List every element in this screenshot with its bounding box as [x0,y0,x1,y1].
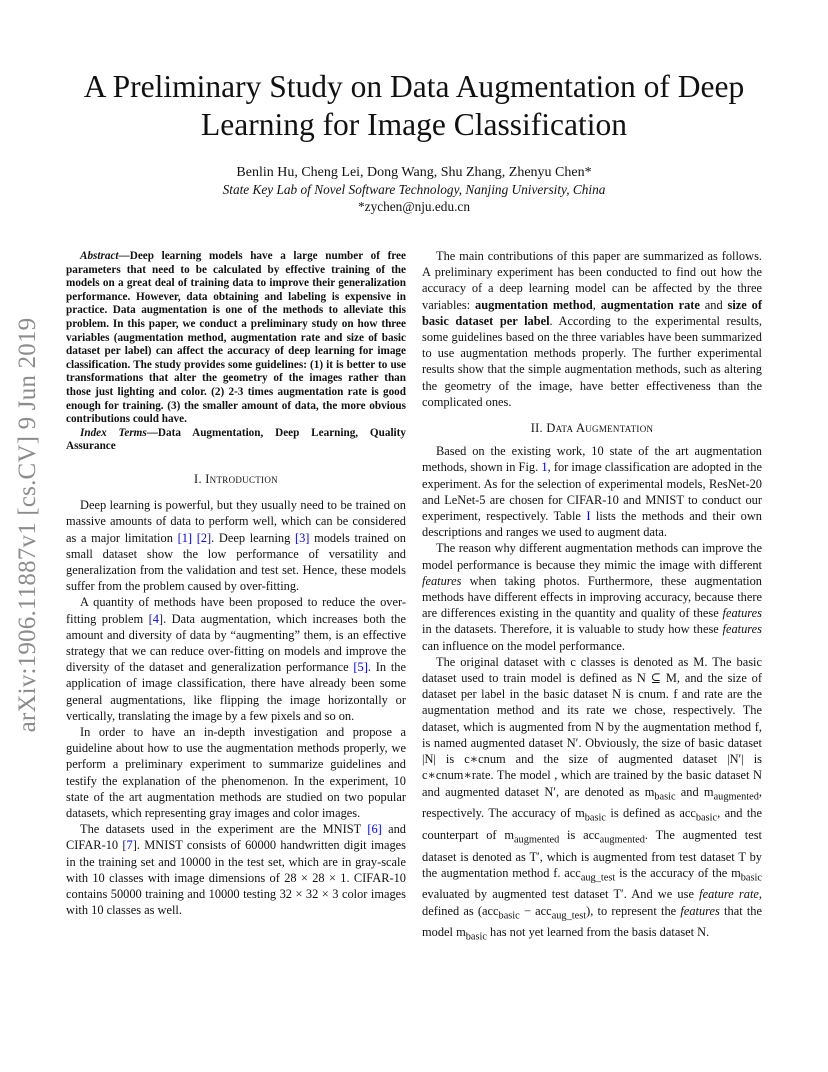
italic-term: features [680,903,720,918]
text-run: The original dataset with c classes is denoted as M. The basic dataset used to train model is defined as N ⊆ M, and the size of dataset per label in the basic dataset N is cnum. f and rate are the augmentation method and its rate we chose, respectively. The dataset, which is augmented from N by the augmentation method f, is named augmented dataset N′. Obviously, the size of basic dataset |N| is c∗cnum and the size of augmented dataset |N′| is c∗cnum∗rate. The model , which are trained by the basic dataset N and augmented dataset N′, are denoted as m [422,654,762,799]
abstract-label: Abstract [80,250,119,262]
citation-link[interactable]: [4] [148,611,164,626]
text-run: and m [675,784,714,799]
italic-term: features [722,606,762,621]
text-run: The main contributions of this paper are summarized as follows. A preliminary experiment has been conducted to find out how the accuracy of a deep learning model can be affected by the three variables: [422,249,762,312]
subscript: aug_test [580,872,616,884]
italic-term: features [422,573,462,588]
citation-link[interactable]: [3] [294,530,310,545]
abstract [66,250,406,427]
text-run: . MNIST consists of 60000 handwritten digit images in the training set and 10000 in the test set, which are in gray-scale with 10 classes with image dimensions of 28 × 28 × 1. CIFAR-10 contains 50000 training and 10000 testing 32 × 32 × 3 color images with 10 classes as well. [66,838,406,918]
text-run: has not yet learned from the basis dataset N. [486,925,710,940]
text-run: lists the methods and their own descriptions and ranges we used to augment data. [422,509,762,540]
text-run: is acc [559,827,600,842]
index-terms-text: —Data Augmentation, Deep Learning, Quality Assurance [66,426,406,453]
arxiv-id-text: arXiv:1906.11887v1 [cs.CV] 9 Jun 2019 [14,317,41,733]
augmentation-paragraph-3 [422,654,762,946]
intro-paragraph-1 [66,497,406,594]
italic-term: feature rate [699,887,759,902]
text-run: can influence on the model performance. [422,638,625,653]
text-run: is the accuracy of the m [615,865,741,880]
section-heading-introduction: I. Introduction [194,471,278,486]
citation-link[interactable]: [2] [196,530,212,545]
text-run: evaluated by augmented test dataset T′. And we use [422,887,700,902]
subscript: aug_test [551,910,587,922]
subscript: augmented [599,834,645,846]
citation-link[interactable]: [5] [353,660,368,675]
subscript: augmented [713,790,759,802]
text-run: . In the application of image classification, there have already been some general augmentations, like flipping the image horizontally or vertically, translating the image by a few pixels and so on. [66,660,406,723]
bold-term: size of basic dataset per label [422,297,762,328]
text-run: is defined as acc [606,806,696,821]
augmentation-paragraph-1 [422,443,762,540]
subscript: augmented [513,834,560,846]
text-run: − acc [519,903,552,918]
text-run: , for image classification are adopted in the experiment. As for the selection of experimental models, ResNet-20 and LeNet-5 are chosen for CIFAR-10 and MNIST to conduct our experiment, respectively. Table [422,460,762,524]
affiliation: State Key Lab of Novel Software Technology, Nanjing University, China [222,182,606,197]
right-column [422,248,762,946]
text-run: when taking photos. Furthermore, these augmentation methods have different effects in improving accuracy, because there are differences existing in the quantity and quality of these [422,573,762,621]
text-run: models trained on small dataset show the low performance of versatility and generalization from the validation and test set. Hence, these models suffer from the problem caused by over-fitting. [66,530,406,594]
text-run: and [699,297,728,312]
abstract-text: —Deep learning models have a large number of free parameters that need to be calculated by effective training of the models on a great deal of training data to improve their generalization performance. However, data obtaining and labeling is expensive in practice. Data augmentation is one of the methods to alleviate this problem. In this paper, we conduct a preliminary study on how three variables (augmentation method, augmentation rate and size of basic dataset per label) can affect the accuracy of deep learning for image classification. The study provides some guidelines: (1) it is better to use transformations that alter the geometry of the images rather than those just lighting and color. (2) 2-3 times augmentation rate is good enough for training. (3) the smaller amount of data, the more obvious contributions could have. [66,250,406,426]
bold-term: augmentation rate [600,297,700,312]
text-run: . The augmented test dataset is denoted as T′, which is augmented from test dataset T by the augmentation method f. acc [422,827,762,880]
subscript: basic [465,931,487,943]
citation-link[interactable]: [6] [367,822,382,837]
intro-paragraph-3: In order to have an in-depth investigation and propose a guideline about how to use the augmentation methods properly, we perform a preliminary experiment to summarize guidelines and testify the explanation of the phenomenon. In the experiment, 10 state of the art augmentation methods are studied on two popular datasets, which representing gray images and color images. [66,724,406,820]
bold-term: augmentation method [475,297,593,312]
author-list: Benlin Hu, Cheng Lei, Dong Wang, Shu Zhang, Zhenyu Chen* [236,165,592,180]
text-run: The datasets used in the experiment are the MNIST [80,822,368,837]
index-terms [66,427,406,454]
arxiv-identifier [8,290,48,760]
text-run: , [592,297,601,312]
subscript: basic [654,790,676,802]
text-run: A quantity of methods have been proposed to reduce the over-fitting problem [66,595,406,626]
text-run: and CIFAR-10 [66,822,406,853]
subscript: basic [498,910,520,922]
text-run: . Data augmentation, which increases both the amount and diversity of data by “augmenting” them, is an effective strategy that we can reduce over-fitting on models and improve the diversity of the dataset and generalization performance [66,611,406,675]
citation-link[interactable]: [7] [122,838,137,853]
text-run: Based on the existing work, 10 state of the art augmentation methods, shown in Fig. [422,444,762,475]
text-run: . Deep learning [211,530,295,545]
contributions-paragraph [422,248,762,410]
italic-term: features [722,622,762,637]
augmentation-paragraph-2 [422,540,762,653]
table-reference-link[interactable]: I [586,509,591,524]
contact-email: *zychen@nju.edu.cn [358,199,470,214]
intro-paragraph-2 [66,594,406,724]
text-run: The reason why different augmentation methods can improve the model performance is because they mimic the image with different [422,541,762,572]
index-terms-label: Index Terms [80,426,147,439]
citation-link[interactable]: [1] [177,530,193,545]
subscript: basic [695,812,718,824]
figure-reference-link[interactable]: 1 [541,460,548,475]
text-run: in the datasets. Therefore, it is valuable to study how these [422,622,723,637]
intro-paragraph-4 [66,821,406,918]
section-heading-data-augmentation: II. Data Augmentation [530,421,654,436]
text-run: . According to the experimental results, some guidelines based on the three variables have been summarized to use augmentation methods properly. The further experimental results show that the simple augmentation methods, such as altering the geometry of the image, have better effectiveness than the complicated ones. [422,313,762,409]
text-run: Deep learning is powerful, but they usually need to be trained on massive amounts of data to perform well, which can be considered as a major limitation [66,498,406,545]
text-run: , respectively. The accuracy of m [422,784,762,821]
left-column [66,250,406,918]
text-run: , and the counterpart of m [422,806,762,842]
text-run: that the model m [422,903,762,940]
text-run: ), to represent the [586,903,681,918]
paper-title: A Preliminary Study on Data Augmentation of Deep Learning for Image Classification [83,69,745,142]
text-run: , defined as (acc [422,887,762,918]
subscript: basic [740,872,762,884]
subscript: basic [584,812,606,824]
